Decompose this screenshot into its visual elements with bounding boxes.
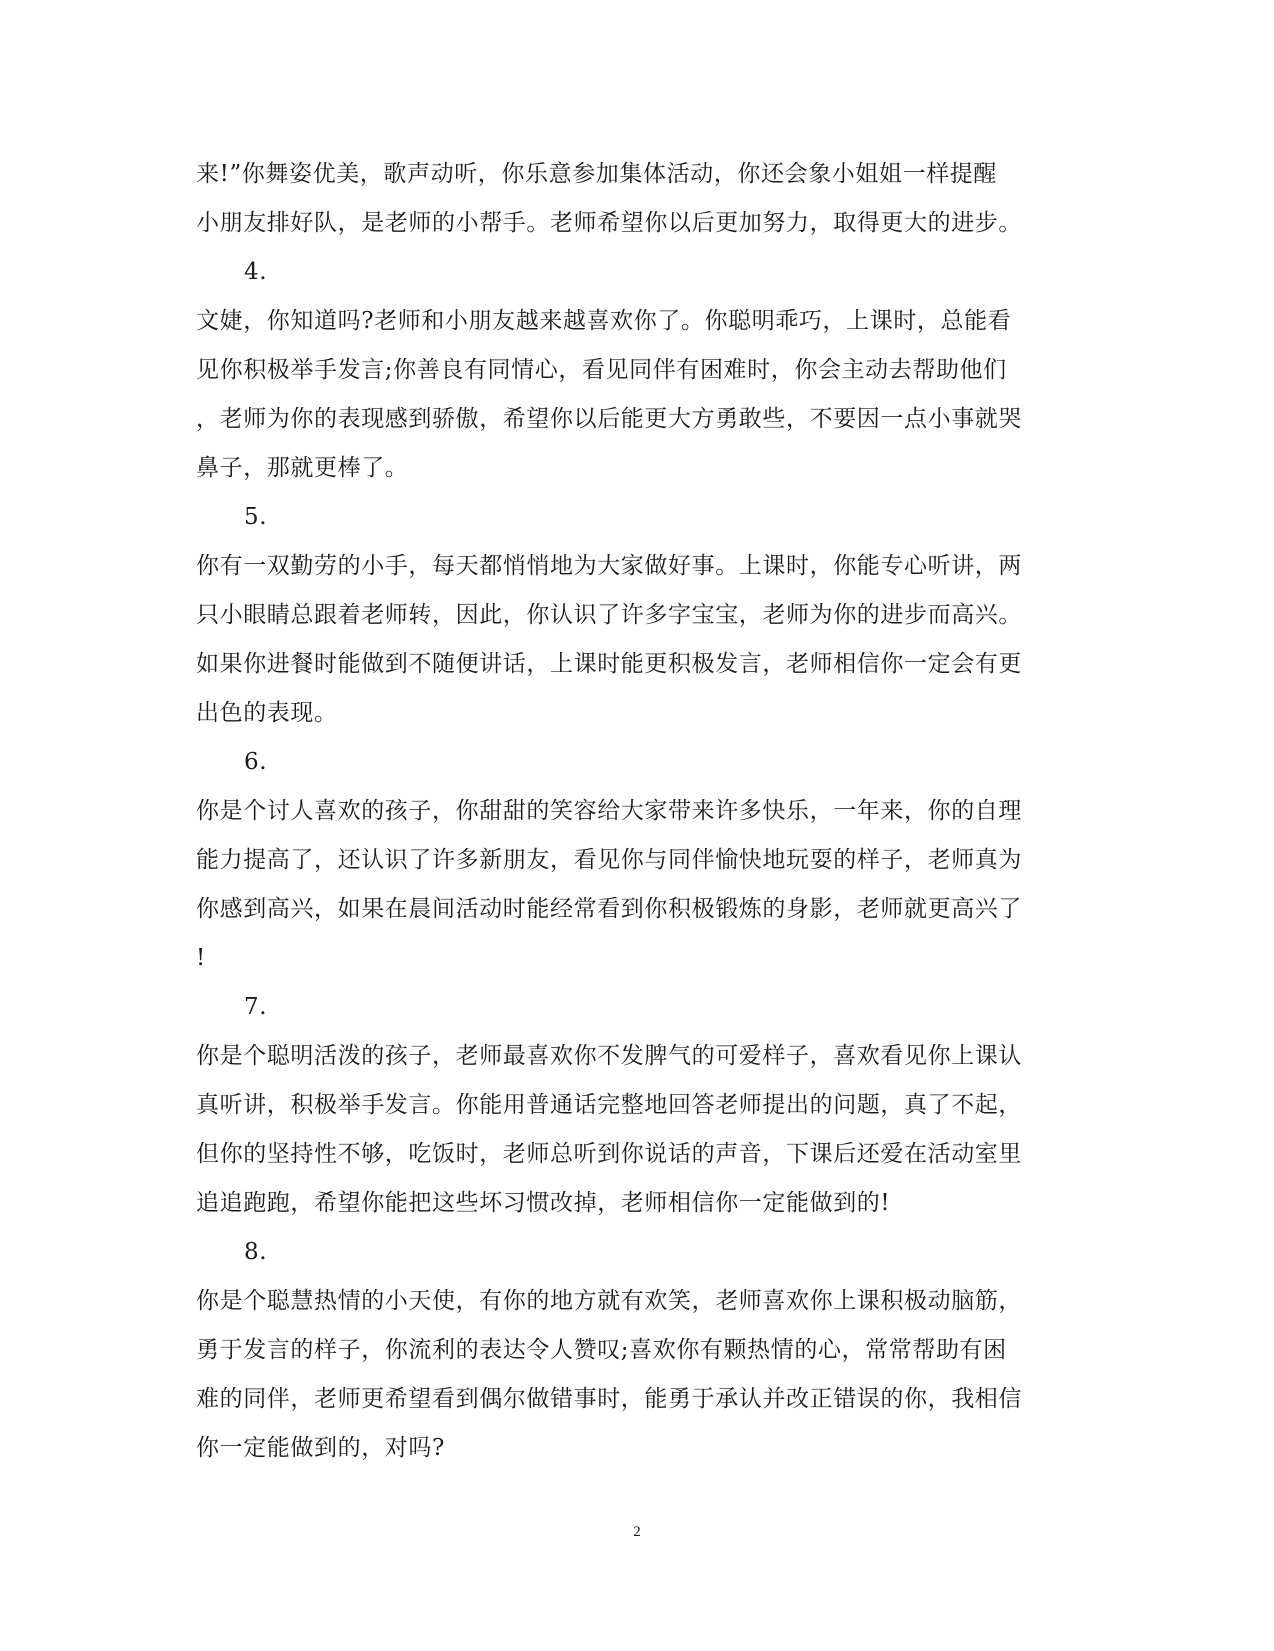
text-line: 但你的坚持性不够，吃饭时，老师总听到你说话的声音，下课后还爱在活动室里 (196, 1141, 1022, 1167)
document-body (196, 150, 1076, 1473)
item-number-5: 5. (244, 504, 268, 530)
text-line: 你一定能做到的，对吗? (196, 1435, 445, 1461)
text-line: 你有一双勤劳的小手，每天都悄悄地为大家做好事。上课时，你能专心听讲，两 (196, 553, 1022, 579)
item-number-4: 4. (244, 259, 268, 285)
text-line: ! (196, 945, 206, 971)
text-line: 只小眼睛总跟着老师转，因此，你认识了许多字宝宝，老师为你的进步而高兴。 (196, 602, 1022, 628)
text-line: 勇于发言的样子，你流利的表达令人赞叹;喜欢你有颗热情的心，常常帮助有困 (196, 1337, 1007, 1363)
text-line: 难的同伴，老师更希望看到偶尔做错事时，能勇于承认并改正错误的你，我相信 (196, 1386, 1022, 1412)
text-line: 鼻子，那就更棒了。 (196, 455, 409, 481)
text-line: 你是个聪明活泼的孩子，老师最喜欢你不发脾气的可爱样子，喜欢看见你上课认 (196, 1043, 1022, 1069)
text-line: 真听讲，积极举手发言。你能用普通话完整地回答老师提出的问题，真了不起， (196, 1092, 1022, 1118)
text-line: 如果你进餐时能做到不随便讲话，上课时能更积极发言，老师相信你一定会有更 (196, 651, 1022, 677)
text-line: 小朋友排好队，是老师的小帮手。老师希望你以后更加努力，取得更大的进步。 (196, 210, 1022, 236)
text-line: 你感到高兴，如果在晨间活动时能经常看到你积极锻炼的身影，老师就更高兴了 (196, 896, 1022, 922)
page-number: 2 (633, 1524, 641, 1540)
item-number-7: 7. (244, 994, 268, 1020)
text-line: 见你积极举手发言;你善良有同情心，看见同伴有困难时，你会主动去帮助他们 (196, 357, 1007, 383)
text-line: 能力提高了，还认识了许多新朋友，看见你与同伴愉快地玩耍的样子，老师真为 (196, 847, 1022, 873)
item-number-6: 6. (244, 749, 268, 775)
text-line: 出色的表现。 (196, 700, 338, 726)
text-line: 你是个讨人喜欢的孩子，你甜甜的笑容给大家带来许多快乐，一年来，你的自理 (196, 798, 1022, 824)
text-line: 文婕，你知道吗?老师和小朋友越来越喜欢你了。你聪明乖巧，上课时，总能看 (196, 308, 1012, 334)
item-number-8: 8. (244, 1239, 268, 1265)
text-line: 你是个聪慧热情的小天使，有你的地方就有欢笑，老师喜欢你上课积极动脑筋， (196, 1288, 1022, 1314)
text-line: 追追跑跑，希望你能把这些坏习惯改掉，老师相信你一定能做到的! (196, 1190, 891, 1216)
text-line: 来!”你舞姿优美，歌声动听，你乐意参加集体活动，你还会象小姐姐一样提醒 (196, 161, 998, 187)
text-line: ，老师为你的表现感到骄傲，希望你以后能更大方勇敢些，不要因一点小事就哭 (196, 406, 1022, 432)
